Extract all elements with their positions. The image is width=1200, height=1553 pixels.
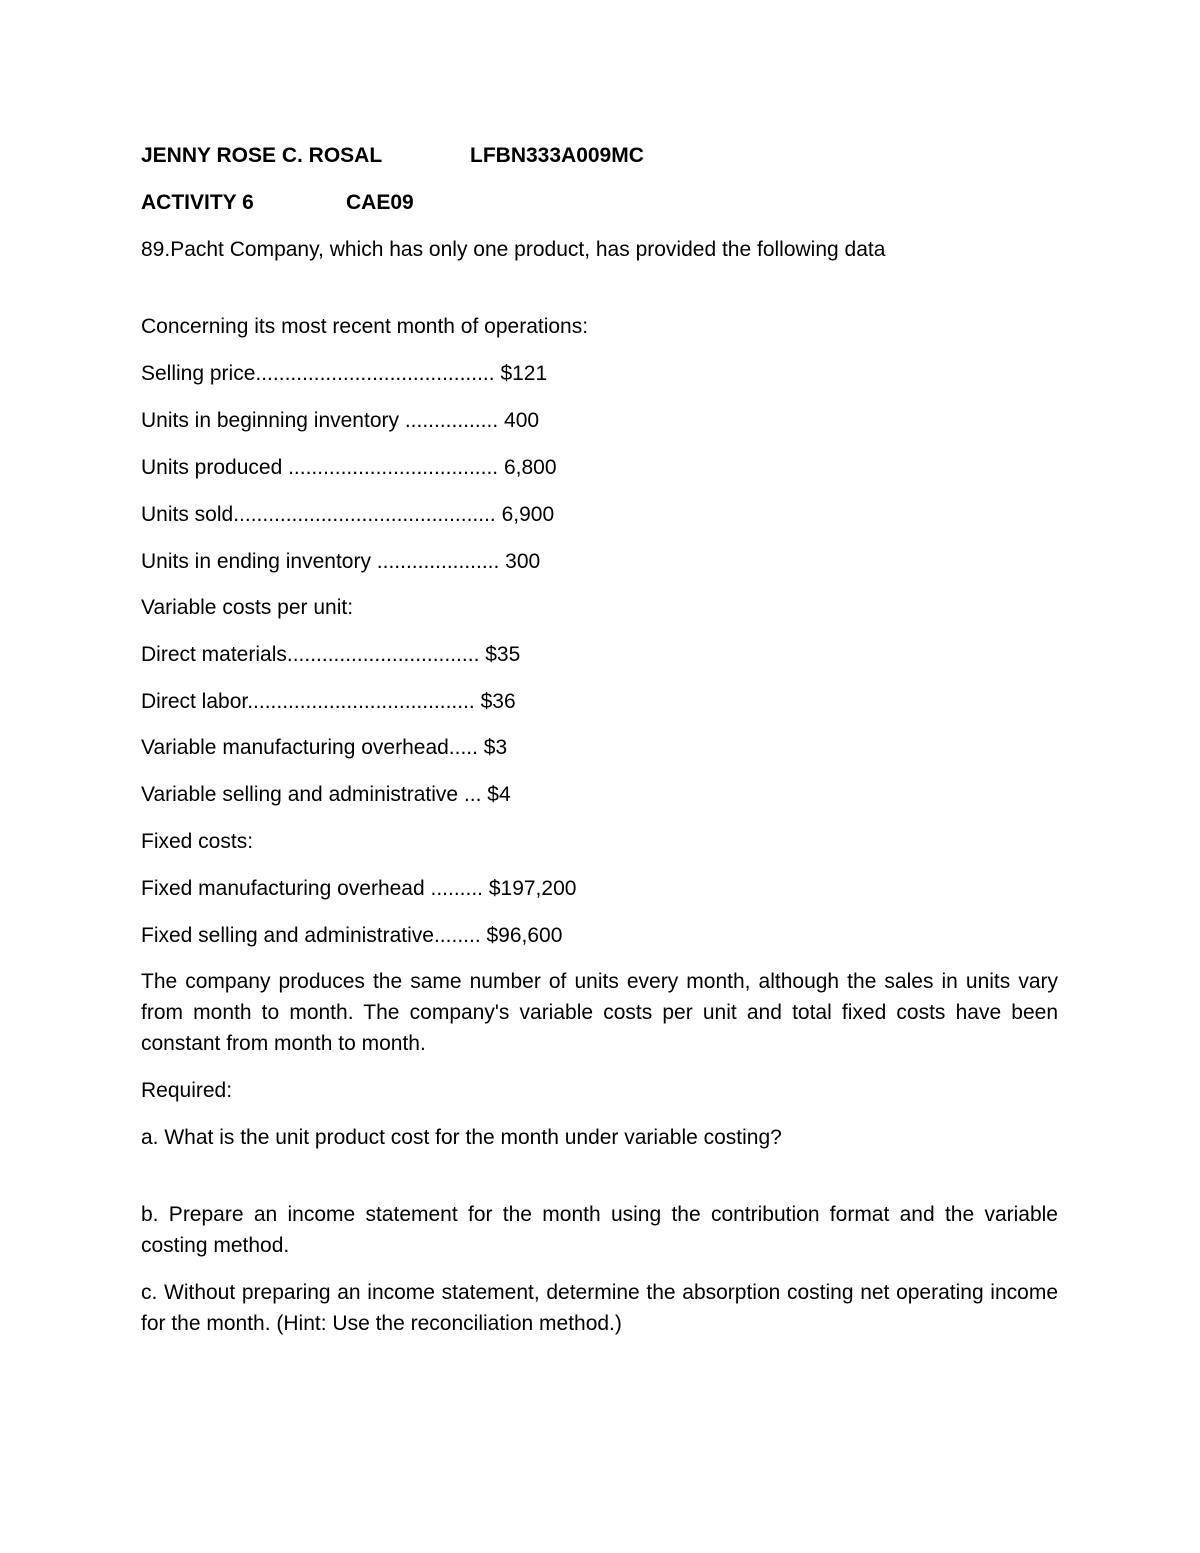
- concerning-text: Concerning its most recent month of operations:: [141, 315, 589, 338]
- question-c: c. Without preparing an income statement, determine the absorption costing net operating income for the month. (Hint: Use the reconciliation method.): [141, 1281, 1058, 1335]
- data-line-fixed-mfg-overhead: Fixed manufacturing overhead ......... $197,200: [141, 877, 577, 900]
- student-name: JENNY ROSE C. ROSAL: [141, 144, 383, 167]
- data-line-variable-selling-admin: Variable selling and administrative ... $4: [141, 783, 511, 806]
- header-row-2: [141, 191, 254, 215]
- header-row-1: [141, 144, 382, 168]
- section-code: CAE09: [346, 191, 414, 214]
- data-line-direct-materials: Direct materials................................. $35: [141, 643, 521, 666]
- description-paragraph: The company produces the same number of units every month, although the sales in units vary from month to month. The company's variable costs per unit and total fixed costs have been constant from month to month.: [141, 970, 1058, 1055]
- activity-label: ACTIVITY 6: [141, 191, 254, 214]
- data-line-beginning-inventory: Units in beginning inventory ................ 400: [141, 409, 540, 432]
- data-line-units-sold: Units sold............................................. 6,900: [141, 503, 555, 526]
- data-line-selling-price: Selling price......................................... $121: [141, 362, 548, 385]
- question-intro: 89.Pacht Company, which has only one product, has provided the following data: [141, 238, 886, 261]
- data-line-variable-costs-heading: Variable costs per unit:: [141, 596, 354, 619]
- data-line-fixed-costs-heading: Fixed costs:: [141, 830, 254, 853]
- data-line-direct-labor: Direct labor....................................... $36: [141, 690, 516, 713]
- question-a: a. What is the unit product cost for the month under variable costing?: [141, 1126, 782, 1149]
- data-line-variable-mfg-overhead: Variable manufacturing overhead..... $3: [141, 736, 508, 759]
- data-line-ending-inventory: Units in ending inventory ..................... 300: [141, 550, 541, 573]
- data-line-units-produced: Units produced .................................... 6,800: [141, 456, 557, 479]
- required-label: Required:: [141, 1079, 233, 1102]
- data-line-fixed-selling-admin: Fixed selling and administrative........ $96,600: [141, 924, 563, 947]
- question-b: b. Prepare an income statement for the month using the contribution format and the variable costing method.: [141, 1203, 1058, 1257]
- student-code: LFBN333A009MC: [470, 144, 644, 167]
